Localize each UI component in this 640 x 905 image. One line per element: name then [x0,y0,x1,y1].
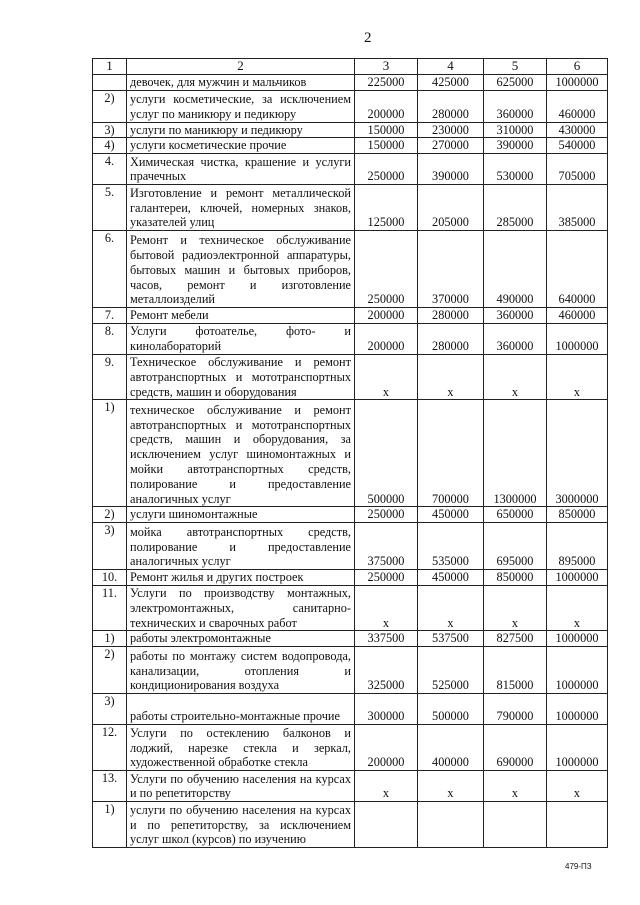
value-col-3: 250000 [355,570,418,586]
row-number: 1) [93,631,127,647]
table-row [93,631,608,647]
row-number: 7. [93,308,127,324]
value-col-3: 300000 [355,694,418,725]
value-col-5: 695000 [484,523,547,570]
value-col-4: 280000 [418,90,484,122]
table-row [93,400,608,507]
row-number: 2) [93,90,127,122]
row-number: 3) [93,523,127,570]
value-col-3: 125000 [355,185,418,231]
service-name: работы по монтажу систем водопровода, канализации, отопления и кондиционирования воздуха [127,647,355,694]
table-row [93,90,608,122]
header-col-1: 1 [93,59,127,75]
service-name: Услуги по остеклению балконов и лоджий, нарезке стекла и зеркал, художественной обработке стекла [127,725,355,771]
value-col-6: 460000 [547,90,608,122]
value-col-3: 250000 [355,507,418,523]
value-col-3: x [355,585,418,630]
service-name: работы электромонтажные [127,631,355,647]
value-col-6: x [547,585,608,630]
value-col-5: x [484,585,547,630]
table-row [93,138,608,154]
service-name: техническое обслуживание и ремонт автотранспортных и мототранспортных средств, машин и оборудования, за исключением услуг шиномонтажных и мойки автотранспортных средств, полирование и предоставление аналогичных услуг [127,400,355,507]
value-col-5: 815000 [484,647,547,694]
value-col-5: 827500 [484,631,547,647]
table-row [93,122,608,138]
value-col-5: 850000 [484,570,547,586]
row-number: 4. [93,154,127,185]
service-name: Изготовление и ремонт металлической галантереи, ключей, номерных знаков, указателей улиц [127,185,355,231]
value-col-5: x [484,771,547,802]
service-name: Услуги фотоателье, фото- и кинолабораторий [127,323,355,354]
row-number: 4) [93,138,127,154]
service-name: услуги по обучению населения на курсах и по репетиторству, за исключением услуг школ (курсов) по изучению [127,802,355,848]
value-col-6: 895000 [547,523,608,570]
value-col-6: 1000000 [547,725,608,771]
header-col-3: 3 [355,59,418,75]
table-row [93,802,608,848]
value-col-3: 200000 [355,90,418,122]
header-col-4: 4 [418,59,484,75]
value-col-5: 390000 [484,138,547,154]
row-number: 11. [93,585,127,630]
value-col-5: 285000 [484,185,547,231]
value-col-4: 500000 [418,694,484,725]
header-row [93,59,608,75]
table-row [93,323,608,354]
value-col-3: x [355,354,418,399]
value-col-4: 537500 [418,631,484,647]
value-col-4: 205000 [418,185,484,231]
value-col-5: x [484,354,547,399]
service-name: Ремонт мебели [127,308,355,324]
table-row [93,354,608,399]
value-col-6: 1000000 [547,570,608,586]
service-name: мойка автотранспортных средств, полирование и предоставление аналогичных услуг [127,523,355,570]
value-col-6: 705000 [547,154,608,185]
table-row [93,570,608,586]
row-number: 10. [93,570,127,586]
table-row [93,185,608,231]
row-number: 2) [93,507,127,523]
value-col-6: 385000 [547,185,608,231]
value-col-5: 690000 [484,725,547,771]
value-col-5: 1300000 [484,400,547,507]
value-col-4: 280000 [418,308,484,324]
value-col-5: 650000 [484,507,547,523]
value-col-3: 375000 [355,523,418,570]
value-col-5: 360000 [484,90,547,122]
value-col-4: x [418,585,484,630]
service-name: услуги по маникюру и педикюру [127,122,355,138]
value-col-4: 535000 [418,523,484,570]
row-number: 13. [93,771,127,802]
value-col-6: x [547,354,608,399]
row-number: 12. [93,725,127,771]
value-col-6: 1000000 [547,647,608,694]
value-col-5: 490000 [484,231,547,308]
value-col-6: 640000 [547,231,608,308]
row-number: 6. [93,231,127,308]
table-row [93,771,608,802]
row-number [93,74,127,90]
value-col-6: 1000000 [547,631,608,647]
table-row [93,507,608,523]
row-number: 3) [93,122,127,138]
value-col-6: 430000 [547,122,608,138]
value-col-4: 230000 [418,122,484,138]
value-col-4: 400000 [418,725,484,771]
row-number: 8. [93,323,127,354]
value-col-3: 200000 [355,725,418,771]
service-name: Ремонт жилья и других построек [127,570,355,586]
service-name: Химическая чистка, крашение и услуги прачечных [127,154,355,185]
value-col-4: 425000 [418,74,484,90]
header-col-6: 6 [547,59,608,75]
value-col-3: 500000 [355,400,418,507]
row-number: 3) [93,694,127,725]
value-col-6: 460000 [547,308,608,324]
value-col-3: 250000 [355,231,418,308]
value-col-6: 1000000 [547,74,608,90]
table-body [93,59,608,848]
value-col-4 [418,802,484,848]
value-col-5: 360000 [484,308,547,324]
row-number: 2) [93,647,127,694]
value-col-6: 540000 [547,138,608,154]
service-name: услуги косметические, за исключением услуг по маникюру и педикюру [127,90,355,122]
value-col-5: 530000 [484,154,547,185]
value-col-3: 325000 [355,647,418,694]
value-col-5: 625000 [484,74,547,90]
value-col-4: 525000 [418,647,484,694]
service-name: услуги шиномонтажные [127,507,355,523]
row-number: 5. [93,185,127,231]
value-col-3: 200000 [355,308,418,324]
service-name: девочек, для мужчин и мальчиков [127,74,355,90]
value-col-4: 450000 [418,507,484,523]
header-col-2: 2 [127,59,355,75]
table-row [93,523,608,570]
value-col-6: 1000000 [547,694,608,725]
row-number: 9. [93,354,127,399]
service-name: Услуги по производству монтажных, электромонтажных, санитарно-технических и сварочных работ [127,585,355,630]
value-col-3: 225000 [355,74,418,90]
value-col-3: 250000 [355,154,418,185]
table-row [93,308,608,324]
value-col-4: x [418,771,484,802]
value-col-4: 390000 [418,154,484,185]
service-name: Ремонт и техническое обслуживание бытовой радиоэлектронной аппаратуры, бытовых машин и бытовых приборов, часов, ремонт и изготовление металлоизделий [127,231,355,308]
value-col-3: 337500 [355,631,418,647]
table-row [93,694,608,725]
table-row [93,231,608,308]
table-row [93,585,608,630]
value-col-6: x [547,771,608,802]
value-col-3: 200000 [355,323,418,354]
value-col-4: 700000 [418,400,484,507]
tariff-table [92,58,608,848]
value-col-3 [355,802,418,848]
value-col-3: x [355,771,418,802]
page-number: 2 [364,30,372,46]
value-col-5: 360000 [484,323,547,354]
value-col-3: 150000 [355,122,418,138]
service-name: Техническое обслуживание и ремонт автотранспортных и мототранспортных средств, машин и оборудования [127,354,355,399]
service-name: Услуги по обучению населения на курсах и по репетиторству [127,771,355,802]
header-col-5: 5 [484,59,547,75]
row-number: 1) [93,802,127,848]
value-col-6: 1000000 [547,323,608,354]
value-col-4: 270000 [418,138,484,154]
value-col-6: 850000 [547,507,608,523]
value-col-4: 370000 [418,231,484,308]
document-code: 479-ПЗ [565,862,592,871]
value-col-3: 150000 [355,138,418,154]
value-col-4: 280000 [418,323,484,354]
value-col-4: 450000 [418,570,484,586]
table-row [93,647,608,694]
table-row [93,74,608,90]
table-row [93,725,608,771]
value-col-5: 310000 [484,122,547,138]
value-col-6: 3000000 [547,400,608,507]
service-name: услуги косметические прочие [127,138,355,154]
row-number: 1) [93,400,127,507]
value-col-6 [547,802,608,848]
value-col-5 [484,802,547,848]
service-name: работы строительно-монтажные прочие [127,694,355,725]
table-row [93,154,608,185]
value-col-4: x [418,354,484,399]
value-col-5: 790000 [484,694,547,725]
